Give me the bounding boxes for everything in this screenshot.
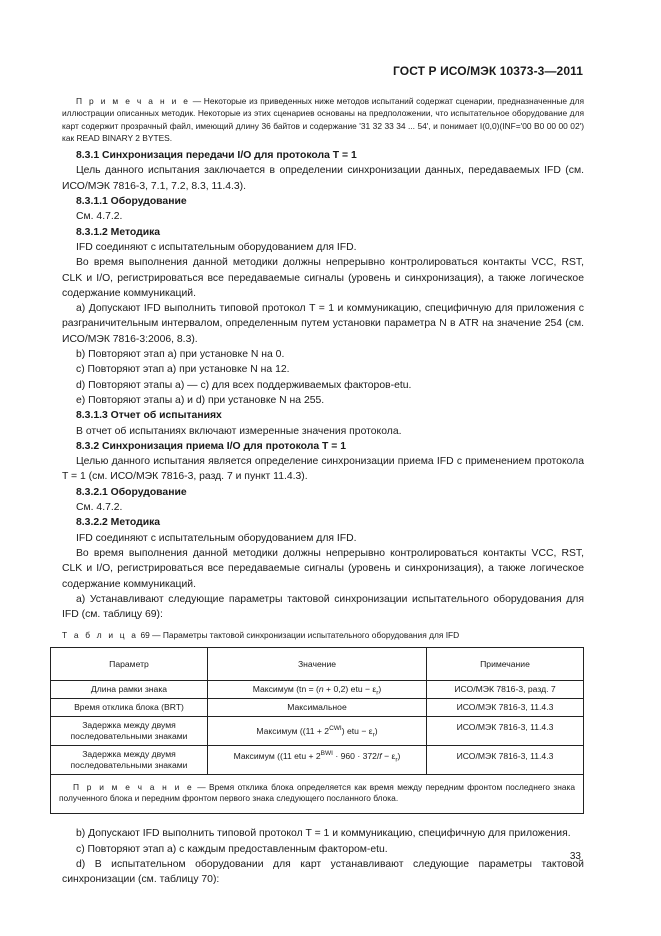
value-part: · 960 · 372/ xyxy=(332,751,380,762)
document-header: ГОСТ Р ИСО/МЭК 10373-3—2011 xyxy=(393,64,583,78)
table-row xyxy=(51,681,584,699)
section-8-3-1-3-title: 8.3.1.3 Отчет об испытаниях xyxy=(76,410,222,422)
value-part: ) xyxy=(374,725,378,736)
table-cell: Задержка между двумя последовательными знаками xyxy=(51,717,208,746)
section-8-3-2-title: 8.3.2 Синхронизация приема I/O для протокола T = 1 xyxy=(76,440,346,452)
parameters-table xyxy=(50,647,584,814)
page-number: 33 xyxy=(569,851,581,862)
table-cell: ИСО/МЭК 7816-3, 11.4.3 xyxy=(427,717,584,746)
table-cell: Максимальное xyxy=(208,699,427,717)
value-part: ) etu − ε xyxy=(341,725,373,736)
table-note xyxy=(51,775,584,814)
value-part: f xyxy=(379,751,382,762)
section-8-3-1-1-title: 8.3.1.1 Оборудование xyxy=(76,196,187,208)
section-8-3-2-text: Целью данного испытания является определение синхронизации приема IFD с применением протокола T = 1 (см. ИСО/МЭК 7816-3, разд. 7 и пункт 11.4.3). xyxy=(62,456,584,483)
list-item: b) Повторяют этап а) при установке N на 0. xyxy=(76,349,285,361)
section-8-3-1-2-p2: Во время выполнения данной методики должны непрерывно контролироваться контакты VCC, RST, CLK и I/O, регистрироваться все передаваемые сигналы (уровень и синхронизация), а также логическое содержание коммуникаций. xyxy=(62,257,584,299)
value-part: Максимум ((11 etu + 2 xyxy=(233,751,321,762)
table-note-text: — Время отклика блока определяется как время между передним фронтом последнего знака полученного блока и передним фронтом первого знака следующего посланного блока. xyxy=(59,781,576,804)
section-8-3-1-2-title: 8.3.1.2 Методика xyxy=(76,226,161,238)
value-part: n xyxy=(318,684,324,695)
value-part: Максимум ((11 + 2 xyxy=(256,725,330,736)
list-item: а) Допускают IFD выполнить типовой протокол T = 1 и коммуникацию, специфичную для приложения с разграничительным интервалом, определенным путем установки параметра N в ATR на значение 254 (см. ИСО/МЭК 7816-3:2006, 8.3). xyxy=(62,303,584,345)
list-item: e) Повторяют этапы а) и d) при установке N на 255. xyxy=(76,394,325,406)
table-cell xyxy=(208,717,427,746)
section-8-3-2-2-p1: IFD соединяют с испытательным оборудованием для IFD. xyxy=(76,532,357,544)
section-8-3-1-1-text: См. 4.7.2. xyxy=(76,211,123,223)
value-part: − ε xyxy=(381,751,396,762)
column-header: Значение xyxy=(208,648,427,681)
list-item: c) Повторяют этап а) при установке N на 12. xyxy=(76,364,290,376)
table-cell: ИСО/МЭК 7816-3, разд. 7 xyxy=(427,681,584,699)
intro-note xyxy=(62,95,584,144)
table-cell: ИСО/МЭК 7816-3, 11.4.3 xyxy=(427,699,584,717)
value-part: BWI xyxy=(320,750,333,758)
table-header-row xyxy=(51,648,584,681)
value-part: r xyxy=(372,731,375,739)
section-8-3-1-text: Цель данного испытания заключается в определении синхронизации данных, передаваемых IFD (см. ИСО/МЭК 7816-3, 7.1, 7.2, 8.3, 11.4.3). xyxy=(62,165,584,192)
value-part: r xyxy=(376,690,379,698)
table-row xyxy=(51,699,584,717)
table-cell: Время отклика блока (BRT) xyxy=(51,699,208,717)
table-cell: Длина рамки знака xyxy=(51,681,208,699)
note-text: — Некоторые из приведенных ниже методов испытаний содержат сценарии, предназначенные для иллюстрации описанных методик. Некоторые из этих сценариев основаны на предположении, что испытательное оборудование для карт содержит прозрачный файл, имеющий длину 36 байтов и содержание '31 32 33 34 ... 54', и понимает I(0,0)(INF='00 B0 00 00 02') как READ BINARY 2 BYTES. xyxy=(62,96,584,143)
section-8-3-1-3-text: В отчет об испытаниях включают измеренные значения протокола. xyxy=(76,425,402,437)
value-part: Максимум (tn = ( xyxy=(252,684,319,695)
table-cell: ИСО/МЭК 7816-3, 11.4.3 xyxy=(427,746,584,775)
table-cell: Задержка между двумя последовательными знаками xyxy=(51,746,208,775)
column-header: Параметр xyxy=(51,648,208,681)
value-part: ) xyxy=(397,751,401,762)
list-item: b) Допускают IFD выполнить типовой протокол T = 1 и коммуникацию, специфичную для приложения. xyxy=(76,828,571,840)
section-8-3-2-1-text: См. 4.7.2. xyxy=(76,502,123,514)
page-content xyxy=(59,95,584,888)
list-item: d) Повторяют этапы а) — с) для всех поддерживаемых факторов-etu. xyxy=(76,379,412,391)
list-item: а) Устанавливают следующие параметры тактовой синхронизации испытательного оборудования для IFD (см. таблицу 69): xyxy=(62,593,584,621)
section-8-3-1-title: 8.3.1 Синхронизация передачи I/O для протокола T = 1 xyxy=(76,150,357,162)
table-caption-text: 69 — Параметры тактовой синхронизации испытательного оборудования для IFD xyxy=(138,630,460,641)
value-part: ) xyxy=(378,684,382,695)
table-row xyxy=(51,717,584,746)
table-cell xyxy=(208,746,427,775)
table-caption xyxy=(62,629,584,641)
section-8-3-2-1-title: 8.3.2.1 Оборудование xyxy=(76,486,187,498)
list-item: c) Повторяют этап а) с каждым предоставленным фактором-etu. xyxy=(76,843,388,855)
section-8-3-2-2-title: 8.3.2.2 Методика xyxy=(76,517,161,529)
value-part: r xyxy=(395,757,398,765)
table-row xyxy=(51,746,584,775)
table-caption-label: Т а б л и ц а xyxy=(62,630,139,641)
value-part: + 0,2) etu − ε xyxy=(323,684,377,695)
list-item: d) В испытательном оборудовании для карт устанавливают следующие параметры тактовой синхронизации (см. таблицу 70): xyxy=(62,858,584,886)
table-cell xyxy=(208,681,427,699)
value-part: CWI xyxy=(329,725,342,733)
section-8-3-1-2-p1: IFD соединяют с испытательным оборудованием для IFD. xyxy=(76,241,357,253)
column-header: Примечание xyxy=(427,648,584,681)
table-note-label: П р и м е ч а н и е xyxy=(73,781,194,792)
section-8-3-2-2-p2: Во время выполнения данной методики должны непрерывно контролироваться контакты VCC, RST, CLK и I/O, регистрироваться все передаваемые сигналы (уровень и синхронизация), а также логическое содержание коммуникаций. xyxy=(62,547,584,590)
table-note-row xyxy=(51,775,584,814)
note-label: П р и м е ч а н и е xyxy=(76,96,191,106)
